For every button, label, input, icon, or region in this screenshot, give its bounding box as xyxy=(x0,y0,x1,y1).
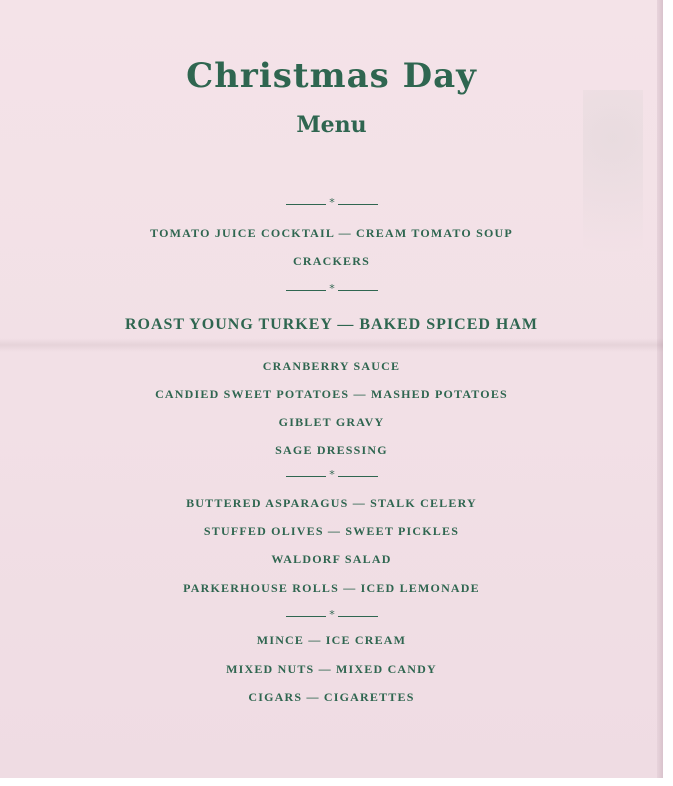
separator-rule-left xyxy=(286,476,326,477)
menu-line-gravy: GIBLET GRAVY xyxy=(278,415,385,429)
menu-line-asparagus: BUTTERED ASPARAGUS — STALK CELERY xyxy=(186,496,477,510)
separator-star: * xyxy=(329,468,335,481)
menu-line-crackers: CRACKERS xyxy=(293,254,370,268)
separator-rule-right xyxy=(338,476,378,477)
separator-4 xyxy=(0,610,663,622)
menu-line-rolls: PARKERHOUSE ROLLS — ICED LEMONADE xyxy=(183,581,480,595)
separator-rule-right xyxy=(338,204,378,205)
menu-line-nuts-candy: MIXED NUTS — MIXED CANDY xyxy=(226,662,437,676)
separator-rule-right xyxy=(338,290,378,291)
separator-rule-left xyxy=(286,616,326,617)
separator-star: * xyxy=(329,608,335,621)
menu-line-dressing: SAGE DRESSING xyxy=(275,443,388,457)
menu-subtitle: Menu xyxy=(296,112,367,138)
separator-rule-right xyxy=(338,616,378,617)
menu-line-olives: STUFFED OLIVES — SWEET PICKLES xyxy=(203,524,460,538)
menu-title: Christmas Day xyxy=(186,56,477,96)
menu-line-dessert: MINCE — ICE CREAM xyxy=(256,633,407,647)
separator-star: * xyxy=(329,196,335,209)
menu-line-cigars: CIGARS — CIGARETTES xyxy=(248,690,415,704)
menu-line-potatoes: CANDIED SWEET POTATOES — MASHED POTATOES xyxy=(155,387,508,401)
separator-rule-left xyxy=(286,204,326,205)
separator-rule-left xyxy=(286,290,326,291)
menu-line-cranberry: CRANBERRY SAUCE xyxy=(262,359,401,373)
separator-3 xyxy=(0,470,663,482)
menu-line-appetizer: TOMATO JUICE COCKTAIL — CREAM TOMATO SOUP xyxy=(150,226,513,240)
menu-line-salad: WALDORF SALAD xyxy=(271,552,392,566)
separator-star: * xyxy=(329,282,335,295)
separator-1 xyxy=(0,198,663,210)
separator-2 xyxy=(0,284,663,296)
menu-line-main-course: ROAST YOUNG TURKEY — BAKED SPICED HAM xyxy=(124,316,539,333)
